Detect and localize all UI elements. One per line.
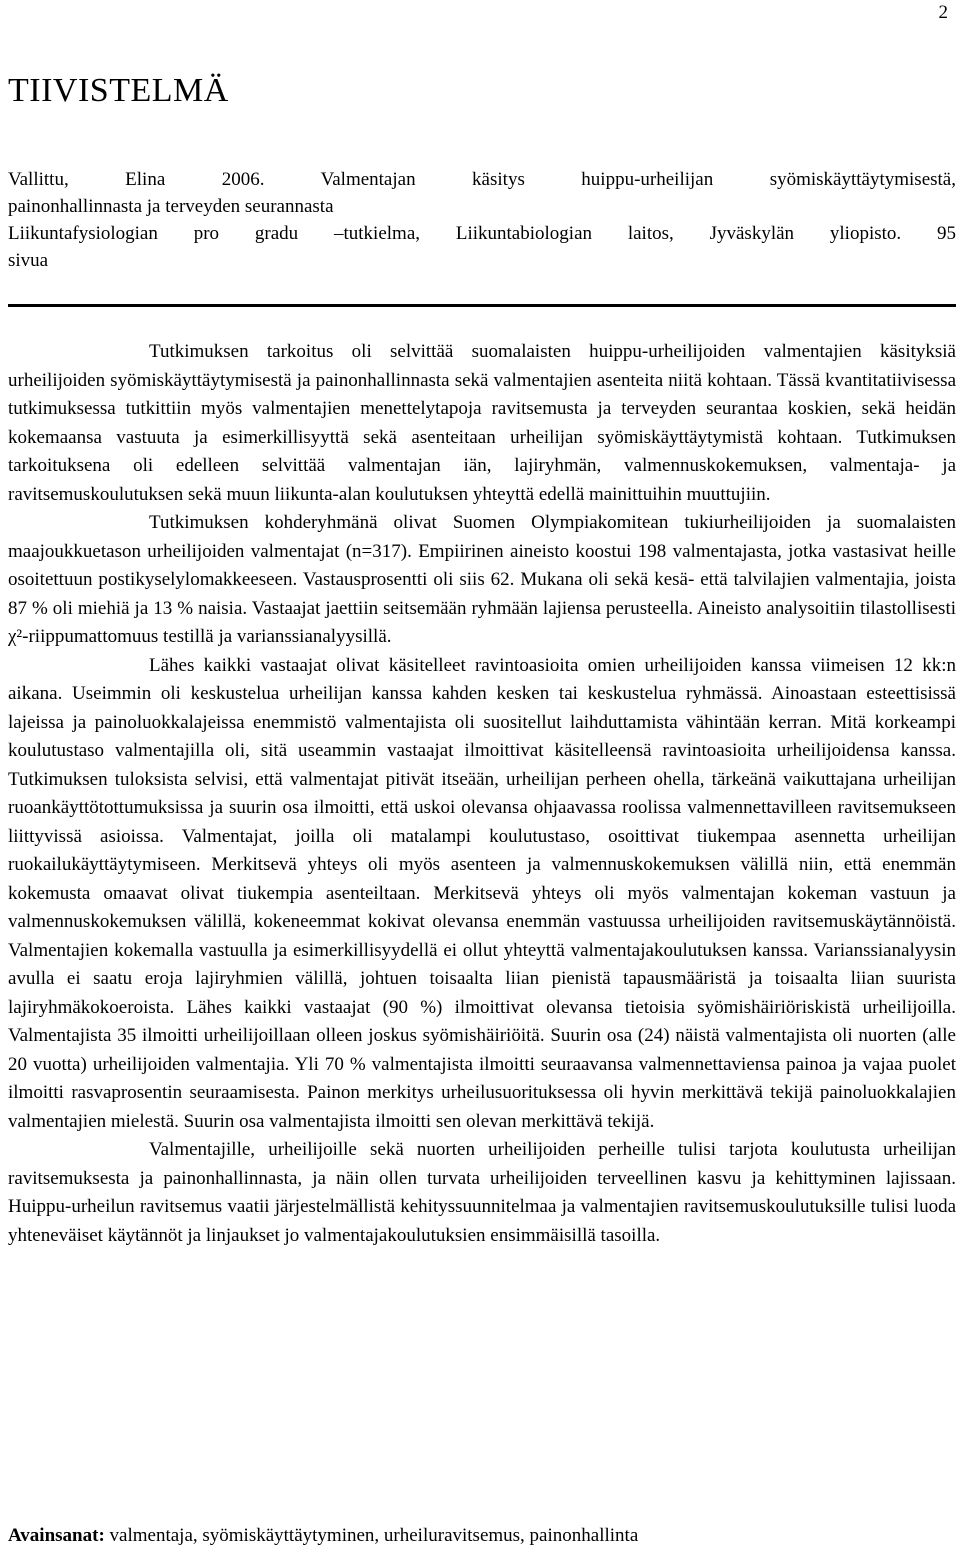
page-number: 2 xyxy=(938,2,948,23)
citation-line-2: painonhallinnasta ja terveyden seurannasta xyxy=(8,196,334,217)
page-title: TIIVISTELMÄ xyxy=(8,72,229,109)
citation-line-3: Liikuntafysiologian pro gradu –tutkielma, Liikuntabiologian laitos, Jyväskylän yliopisto. 95 xyxy=(8,223,956,244)
abstract-paragraph-1: Tutkimuksen tarkoitus oli selvittää suomalaisten huippu-urheilijoiden valmentajien käsityksiä urheilijoiden syömiskäyttäytymisestä ja painonhallinnasta sekä valmentajien asenteita niitä kohtaan. Tässä kvantitatiivisessa tutkimuksessa tutkittiin myös valmentajien menettelytapoja ravitsemusta ja terveyden seurantaa koskien, sekä heidän kokemaansa vastuuta ja esimerkillisyyttä sekä asenteitaan urheilijan syömiskäyttäytymistä kohtaan. Tutkimuksen tarkoituksena oli edelleen selvittää valmentajan iän, lajiryhmän, valmennuskokemuksen, valmentaja- ja ravitsemuskoulutuksen sekä muun liikunta-alan koulutuksen yhteyttä edellä mainittuihin muuttujiin. xyxy=(8,341,956,505)
abstract-paragraph-2: Tutkimuksen kohderyhmänä olivat Suomen Olympiakomitean tukiurheilijoiden ja suomalaisten maajoukkuetason urheilijoiden valmentajat (n=317). Empiirinen aineisto koostui 198 valmentajasta, jotka vastasivat heille osoitettuun postikyselylomakkeeseen. Vastausprosentti oli siis 62. Mukana oli sekä kesä- että talvilajien valmentajia, joista 87 % oli miehiä ja 13 % naisia. Vastaajat jaettiin seitsemään ryhmään lajiensa perusteella. Aineisto analysoitiin tilastollisesti χ²-riippumattomuus testillä ja varianssianalyysillä. xyxy=(8,512,956,647)
abstract-body xyxy=(8,338,956,1250)
keywords-label: Avainsanat: xyxy=(8,1525,105,1546)
keywords-text: valmentaja, syömiskäyttäytyminen, urheiluravitsemus, painonhallinta xyxy=(109,1525,639,1546)
keywords-line xyxy=(8,1522,956,1550)
citation-line-4: sivua xyxy=(8,250,49,271)
citation-block xyxy=(8,166,956,274)
horizontal-rule xyxy=(8,304,956,307)
abstract-paragraph-3: Lähes kaikki vastaajat olivat käsitelleet ravintoasioita omien urheilijoiden kanssa viimeisen 12 kk:n aikana. Useimmin oli keskustelua urheilijan kanssa kahden kesken tai keskustelua ryhmässä. Ainoastaan esteettisissä lajeissa ja painoluokkalajeissa enemmistö valmentajista oli suositellut laihduttamista vähintään kerran. Mitä korkeampi koulutustaso valmentajilla oli, sitä useammin vastaajat ilmoittivat käsitelleensä ravintoasioita urheilijoidensa kanssa. Tutkimuksen tuloksista selvisi, että valmentajat pitivät itseään, urheilijan perheen ohella, tärkeänä vaikuttajana urheilijan ruoankäyttötottumuksissa ja suurin osa ilmoitti, että uskoi olevansa ohjaavassa roolissa valmennettavilleen ravitsemukseen liittyvissä asioissa. Valmentajat, joilla oli matalampi koulutustaso, osoittivat tiukempaa asennetta urheilijan ruokailukäyttäytymiseen. Merkitsevä yhteys oli myös asenteen ja valmennuskokemuksen välillä niin, että enemmän kokemusta omaavat olivat tiukempia asenteiltaan. Merkitsevä yhteys oli myös valmentajan kokeman vastuun ja valmennuskokemuksen välillä, kokeneemmat kokivat olevansa enemmän vastuussa urheilijoiden ravitsemuskäytännöistä. Valmentajien kokemalla vastuulla ja esimerkillisyydellä ei ollut yhteyttä valmentajakoulutuksen kanssa. Varianssianalyysin avulla ei saatu eroja lajiryhmien välillä, johtuen toisaalta liian pienistä tapausmääristä ja toisaalta liian suurista lajiryhmäkokoeroista. Lähes kaikki vastaajat (90 %) ilmoittivat olevansa tietoisia syömishäiriöriskistä urheilijoilla. Valmentajista 35 ilmoitti urheilijoillaan olleen joskus syömishäiriöitä. Suurin osa (24) näistä valmentajista oli nuorten (alle 20 vuotta) urheilijoiden valmentajia. Yli 70 % valmentajista ilmoitti seuraavansa valmennettaviensa painoa ja vajaa puolet ilmoitti rasvaprosentin seuraamisesta. Painon merkitys urheilusuorituksessa oli hyvin merkittävä tekijä painoluokkalajien valmentajien mielestä. Suurin osa valmentajista ilmoitti sen olevan merkittävä tekijä. xyxy=(8,654,956,1132)
abstract-paragraph-4: Valmentajille, urheilijoille sekä nuorten urheilijoiden perheille tulisi tarjota koulutusta urheilijan ravitsemuksesta ja painonhallinnasta, ja näin ollen turvata urheilijoiden terveellinen kasvu ja kehittyminen lajissaan. Huippu-urheilun ravitsemus vaatii järjestelmällistä kehityssuunnitelmaa ja valmentajien ravitsemuskoulutuksille tulisi luoda yhteneväiset käytännöt ja linjaukset jo valmentajakoulutuksien ensimmäisillä tasoilla. xyxy=(8,1139,956,1246)
citation-line-1: Vallittu, Elina 2006. Valmentajan käsitys huippu-urheilijan syömiskäyttäytymisestä, xyxy=(8,169,956,190)
